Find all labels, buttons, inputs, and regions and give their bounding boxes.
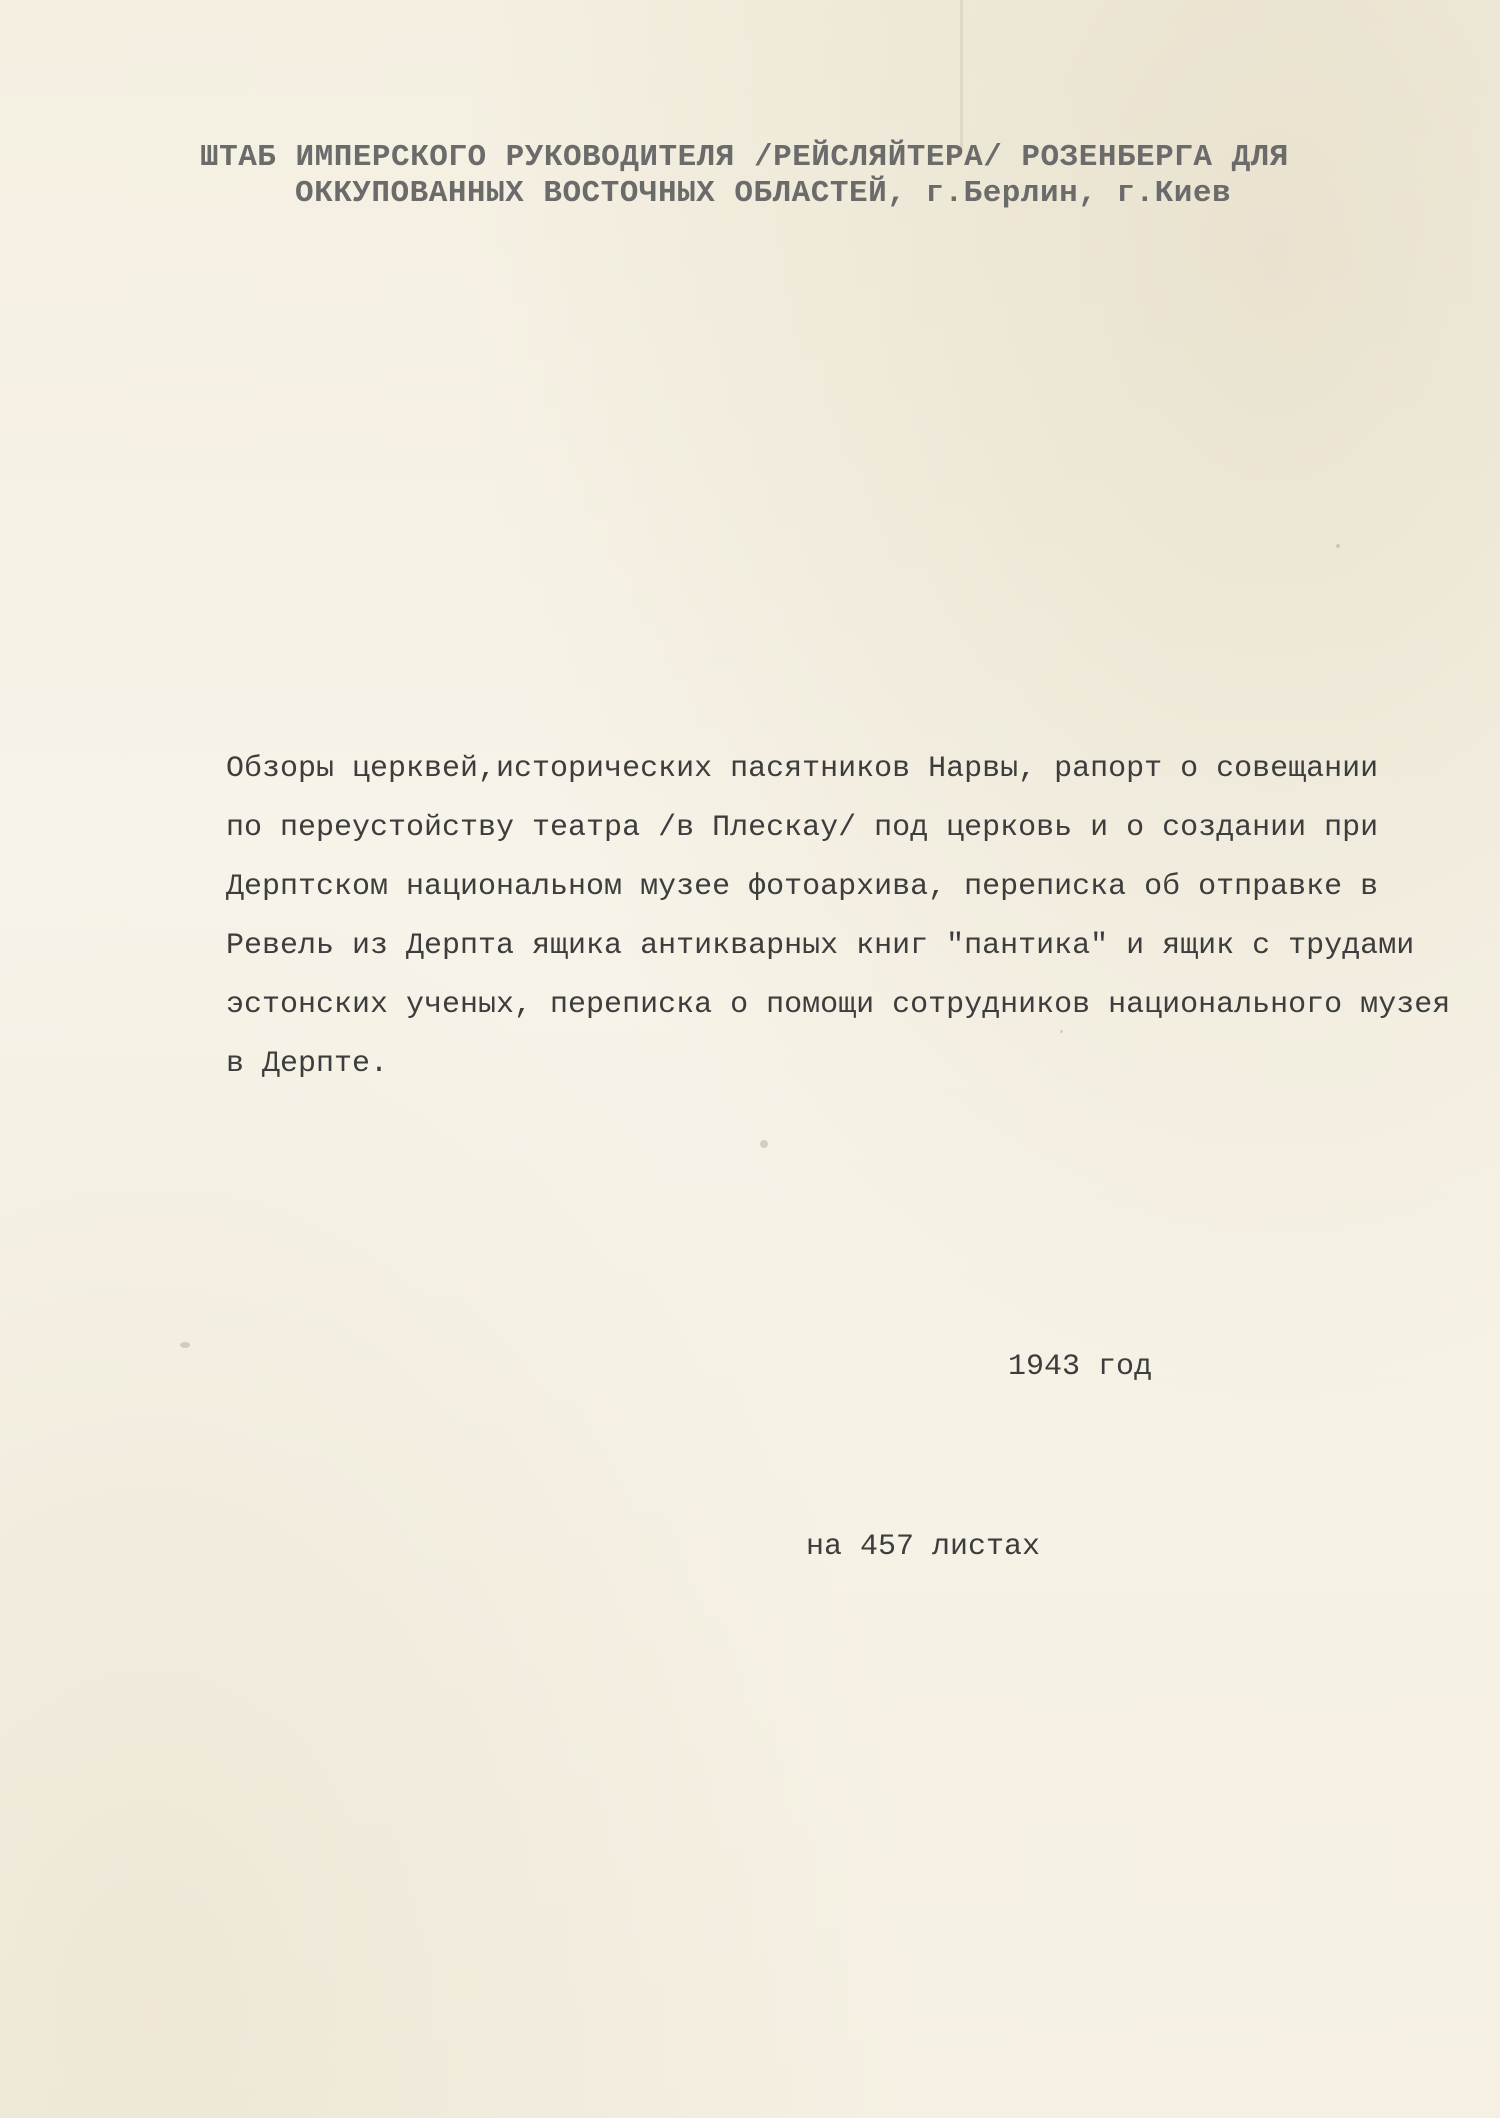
paper-crease: [960, 0, 963, 150]
description-line: по переустойству театра /в Плескау/ под церковь и о создании при: [226, 811, 1379, 845]
description-line: Ревель из Дерпта ящика антикварных книг "пантика" и ящик с трудами: [226, 929, 1415, 963]
document-year: 1943 год: [1008, 1350, 1153, 1384]
sheet-count: на 457 листах: [806, 1530, 1041, 1564]
paper-speck: [760, 1140, 768, 1148]
document-description: [226, 740, 1476, 1094]
paper-speck: [1336, 544, 1340, 548]
description-line: в Дерпте.: [226, 1047, 389, 1081]
description-line: эстонских ученых, переписка о помощи сотрудников национального музея: [226, 988, 1451, 1022]
header-line-1: ШТАБ ИМПЕРСКОГО РУКОВОДИТЕЛЯ /РЕЙСЛЯЙТЕРА/ РОЗЕНБЕРГА ДЛЯ: [200, 140, 1289, 175]
header-line-2: ОККУПОВАННЫХ ВОСТОЧНЫХ ОБЛАСТЕЙ, г.Берлин, г.Киев: [295, 176, 1232, 211]
description-line: Дерптском национальном музее фотоархива, переписка об отправке в: [226, 870, 1379, 904]
description-line: Обзоры церквей,исторических пасятников Нарвы, рапорт о совещании: [226, 752, 1379, 786]
document-header: [200, 140, 1289, 212]
paper-speck: [180, 1342, 190, 1348]
